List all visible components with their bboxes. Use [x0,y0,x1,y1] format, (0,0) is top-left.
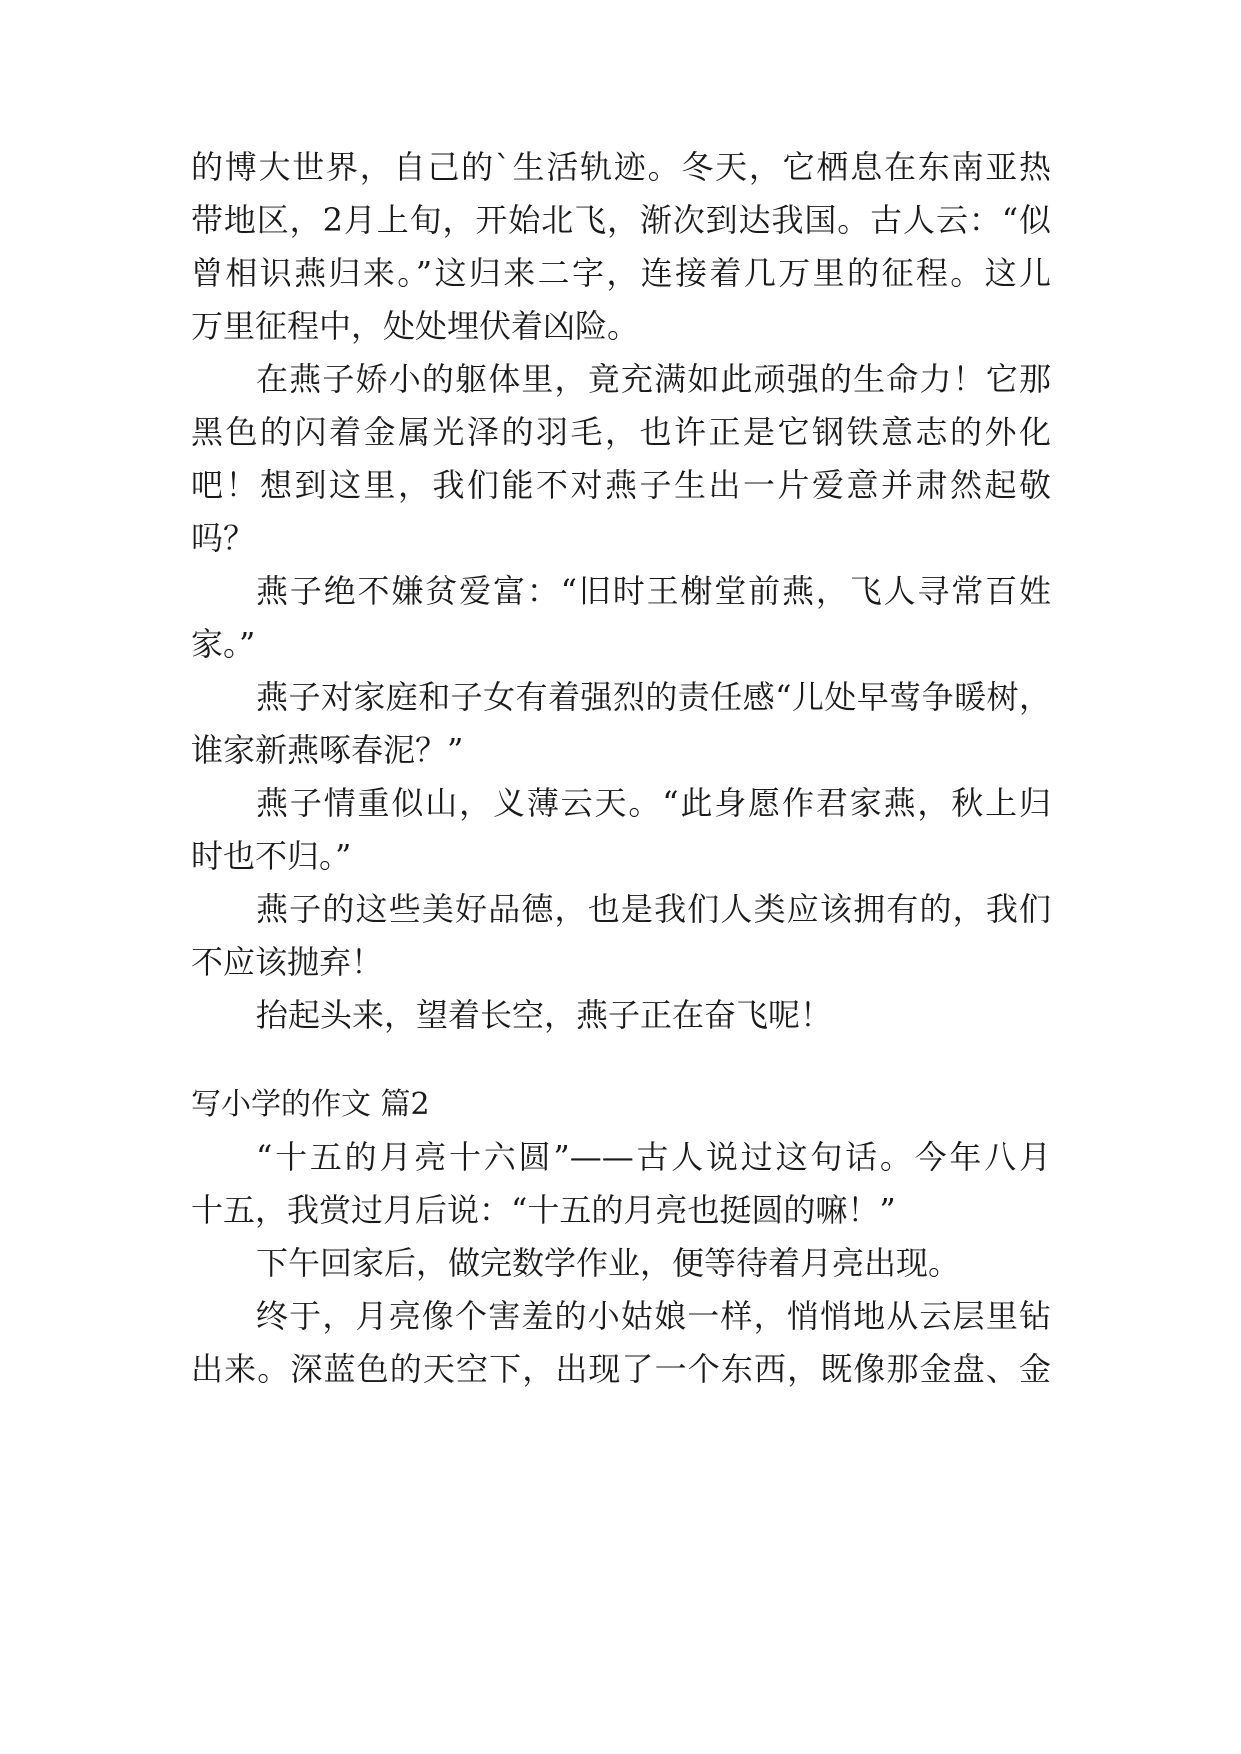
text-line: 黑色的闪着金属光泽的羽毛，也许正是它钢铁意志的外化 [191,413,1051,451]
text-line: 时也不归。” [191,837,352,875]
text-line: 在燕子娇小的躯体里，竟充满如此顽强的生命力！它那 [256,360,1051,398]
text-line: 燕子对家庭和子女有着强烈的责任感“儿处早莺争暖树， [256,678,1051,716]
text-line: 万里征程中，处处埋伏着凶险。 [191,307,640,345]
text-line: 带地区，2月上旬，开始北飞，渐次到达我国。古人云：“似 [191,201,1051,239]
text-line: 终于，月亮像个害羞的小姑娘一样，悄悄地从云层里钻 [256,1297,1051,1335]
text-line: 曾相识燕归来。”这归来二字，连接着几万里的征程。这儿 [191,254,1051,292]
text-line: 出来。深蓝色的天空下，出现了一个东西，既像那金盘、金 [191,1350,1051,1388]
text-line: 吧！想到这里，我们能不对燕子生出一片爱意并肃然起敬 [191,466,1051,504]
text-line: 燕子的这些美好品德，也是我们人类应该拥有的，我们 [256,890,1051,928]
text-line: 谁家新燕啄春泥？” [191,731,464,769]
text-line: 家。” [191,625,256,663]
text-line: 下午回家后，做完数学作业，便等待着月亮出现。 [256,1244,961,1282]
text-line: 燕子绝不嫌贫爱富：“旧时王榭堂前燕，飞人寻常百姓 [256,572,1051,610]
text-line: 抬起头来，望着长空，燕子正在奋飞呢！ [256,996,833,1034]
text-line: “十五的月亮十六圆”——古人说过这句话。今年八月 [256,1138,1051,1176]
text-line: 吗？ [191,519,256,557]
text-line: 十五，我赏过月后说：“十五的月亮也挺圆的嘛！” [191,1191,896,1229]
text-line: 不应该抛弃！ [191,943,384,981]
section-heading: 写小学的作文 篇2 [191,1087,430,1122]
text-line: 燕子情重似山，义薄云天。“此身愿作君家燕，秋上归 [256,784,1051,822]
text-line: 的博大世界，自己的`生活轨迹。冬天，它栖息在东南亚热 [191,148,1051,186]
